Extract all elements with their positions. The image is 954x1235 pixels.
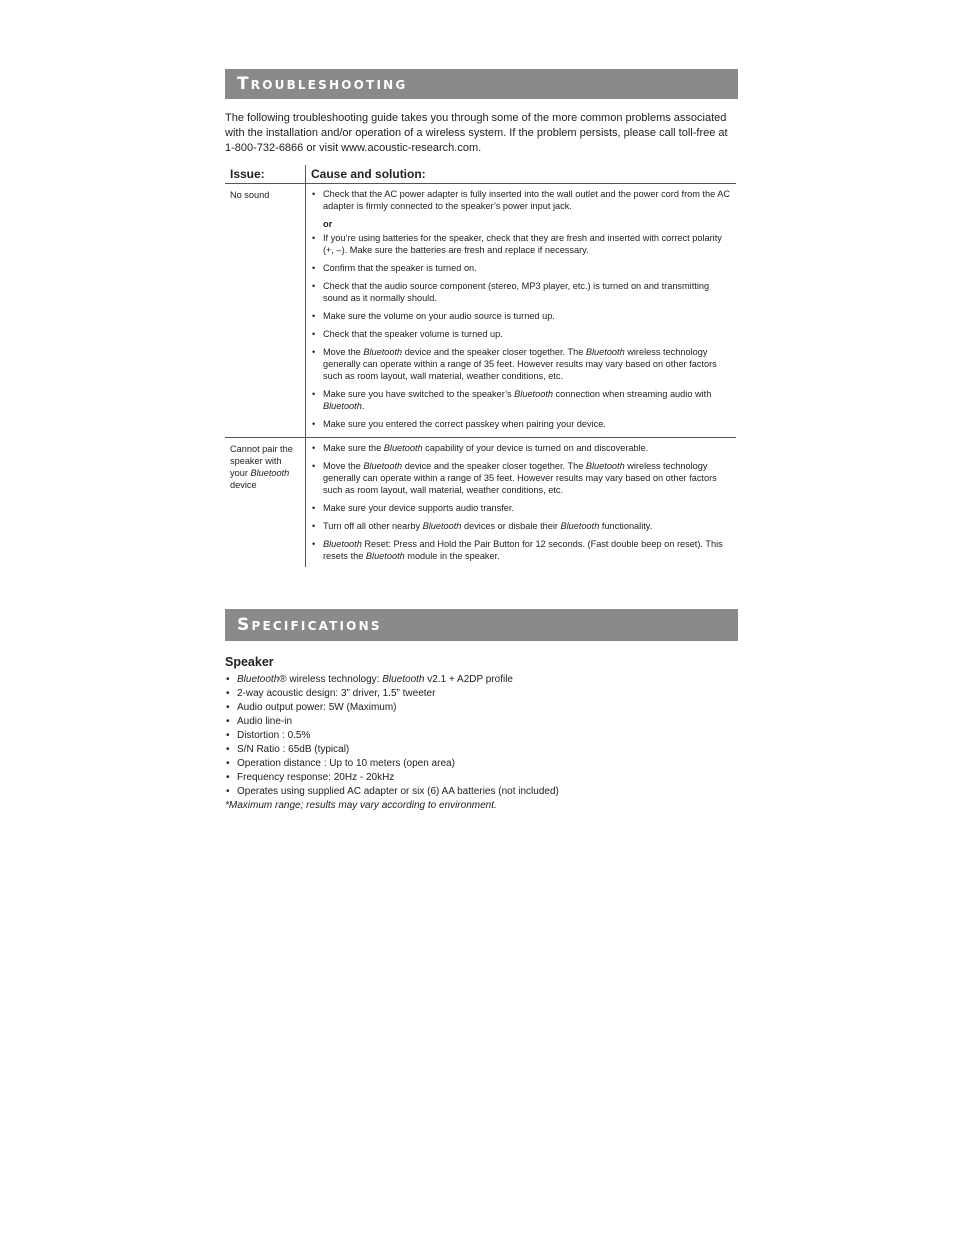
table-header-row: [225, 165, 736, 184]
list-item: • 2-way acoustic design: 3” driver, 1.5” tweeter: [225, 687, 738, 701]
list-item: • Make sure the Bluetooth capability of your device is turned on and discoverable.: [311, 442, 731, 454]
solution-cell: [306, 184, 737, 438]
list-item: • Check that the speaker volume is turned up.: [311, 328, 731, 340]
troubleshooting-table-wrapper: [225, 165, 738, 567]
speaker-subheading: Speaker: [225, 655, 274, 669]
list-item: • Bluetooth Reset: Press and Hold the Pair Button for 12 seconds. (Fast double beep on reset). This resets the Bluetooth module in the speaker.: [311, 538, 731, 562]
issue-text-italic: Bluetooth: [250, 468, 290, 478]
issue-cell: [225, 438, 306, 568]
intro-paragraph: The following troubleshooting guide takes you through some of the more common problems associated with the installation and/or operation of a wireless system. If the problem persists, please call toll-free at 1-800-732-6866 or visit www.acoustic-research.com.: [225, 112, 728, 154]
list-item: • Make sure your device supports audio transfer.: [311, 502, 731, 514]
footnote: *Maximum range; results may vary according to environment.: [225, 800, 497, 811]
list-item: • Distortion : 0.5%: [225, 729, 738, 743]
issue-text: device: [230, 480, 257, 490]
issue-cell: No sound: [225, 184, 306, 438]
list-item: • Check that the AC power adapter is fully inserted into the wall outlet and the power cord from the AC adapter is firmly connected to the speaker’s power input jack.: [311, 188, 731, 212]
or-separator: or: [323, 219, 333, 229]
specifications-body: [225, 655, 738, 812]
list-item: • Confirm that the speaker is turned on.: [311, 262, 731, 274]
list-item: • Audio line-in: [225, 715, 738, 729]
list-item: • Operates using supplied AC adapter or six (6) AA batteries (not included): [225, 785, 738, 799]
column-header-issue: Issue:: [225, 165, 306, 184]
list-item: • Move the Bluetooth device and the speaker closer together. The Bluetooth wireless technology generally can operate within a range of 35 feet. However results may vary based on other factors such as room layout, wall material, weather conditions, etc.: [311, 460, 731, 496]
section-header-specifications: [225, 609, 738, 641]
table-row: [225, 184, 736, 438]
section-header-troubleshooting: [225, 69, 738, 99]
section-title: Specifications: [237, 615, 382, 635]
troubleshooting-table: [225, 165, 736, 567]
list-item: • Audio output power: 5W (Maximum): [225, 701, 738, 715]
list-item: • Make sure you have switched to the speaker’s Bluetooth connection when streaming audio with Bluetooth.: [311, 388, 731, 412]
list-item: • Check that the audio source component (stereo, MP3 player, etc.) is turned on and transmitting sound as it normally should.: [311, 280, 731, 304]
solution-list: [311, 442, 731, 562]
list-item: • Make sure the volume on your audio source is turned up.: [311, 310, 731, 322]
list-item: • Frequency response: 20Hz - 20kHz: [225, 771, 738, 785]
column-header-cause: Cause and solution:: [306, 165, 737, 184]
solution-list: [311, 188, 731, 430]
list-item: • Turn off all other nearby Bluetooth devices or disbale their Bluetooth functionality.: [311, 520, 731, 532]
list-item: • Bluetooth® wireless technology: Bluetooth v2.1 + A2DP profile: [225, 673, 738, 687]
list-item: • Move the Bluetooth device and the speaker closer together. The Bluetooth wireless technology generally can operate within a range of 35 feet. However results may vary based on other factors such as room layout, wall material, weather conditions, etc.: [311, 346, 731, 382]
table-row: [225, 438, 736, 568]
list-item: • If you’re using batteries for the speaker, check that they are fresh and inserted with correct polarity (+, –). Make sure the batteries are fresh and replace if necessary.: [311, 232, 731, 256]
section-title: Troubleshooting: [237, 74, 408, 94]
spec-list: [225, 673, 738, 799]
solution-cell: [306, 438, 737, 568]
list-item: • Operation distance : Up to 10 meters (open area): [225, 757, 738, 771]
issue-text: Cannot pair the speaker with your: [230, 444, 293, 478]
list-item: • S/N Ratio : 65dB (typical): [225, 743, 738, 757]
list-item: • Make sure you entered the correct passkey when pairing your device.: [311, 418, 731, 430]
